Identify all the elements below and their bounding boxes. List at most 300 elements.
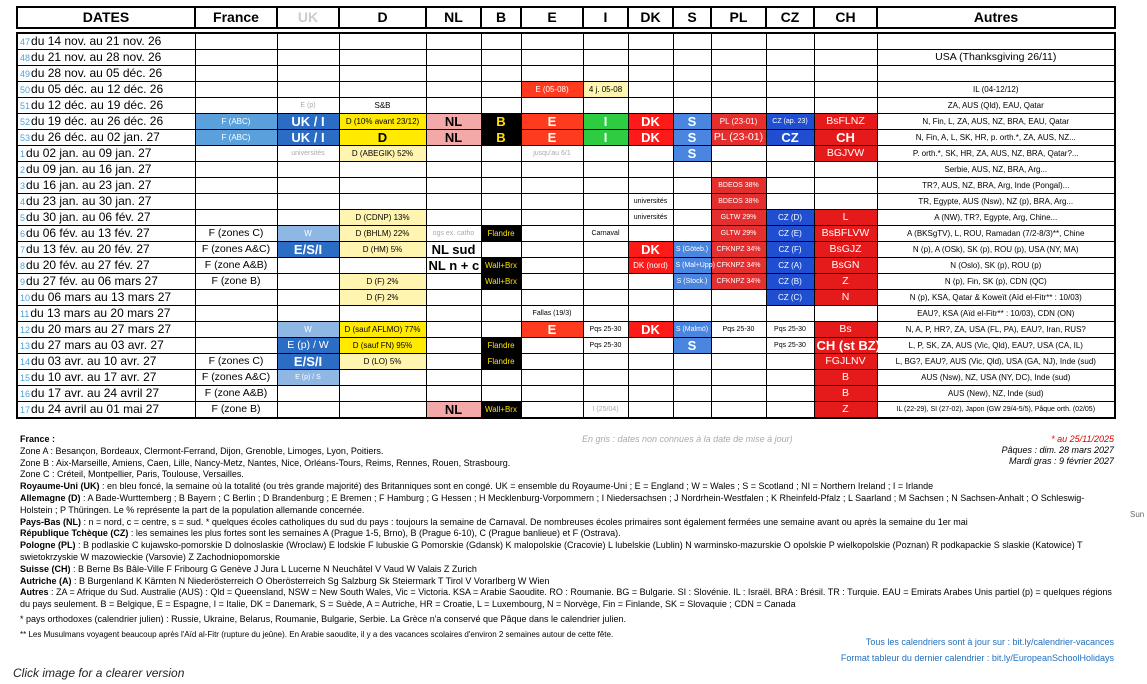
mardi-gras-date: Mardi gras : 9 février 2027 bbox=[1008, 456, 1114, 466]
cell-s bbox=[673, 98, 711, 114]
cell-france: F (ABC) bbox=[195, 130, 277, 146]
cell-pl: PL (23-01) bbox=[711, 114, 766, 130]
edge-text: Sun bbox=[1130, 510, 1145, 519]
cell-cz: CZ (C) bbox=[766, 290, 814, 306]
cell-pl bbox=[711, 370, 766, 386]
header-b: B bbox=[481, 7, 521, 28]
cell-dk bbox=[628, 162, 673, 178]
header-dk: DK bbox=[628, 7, 673, 28]
legend-zone-a: Zone A : Besançon, Bordeaux, Clermont-Ferrand, Dijon, Grenoble, Limoges, Lyon, Poitiers. bbox=[20, 445, 384, 456]
cell-uk bbox=[277, 258, 339, 274]
date-cell bbox=[17, 386, 195, 402]
cell-france: F (zones A&C) bbox=[195, 242, 277, 258]
cell-d bbox=[339, 194, 426, 210]
table-row bbox=[17, 306, 1115, 322]
cell-e: Fallas (19/3) bbox=[521, 306, 583, 322]
cell-france: F (ABC) bbox=[195, 114, 277, 130]
cell-e bbox=[521, 338, 583, 354]
date-range: du 27 fév. au 06 mars 27 bbox=[26, 273, 158, 288]
date-cell bbox=[17, 98, 195, 114]
cell-nl bbox=[426, 178, 481, 194]
cell-dk: universités bbox=[628, 210, 673, 226]
cell-nl bbox=[426, 210, 481, 226]
cell-d: D (HM) 5% bbox=[339, 242, 426, 258]
date-cell bbox=[17, 322, 195, 338]
header-dates: DATES bbox=[17, 7, 195, 28]
cell-dk: DK bbox=[628, 242, 673, 258]
cell-dk: universités bbox=[628, 194, 673, 210]
cell-uk bbox=[277, 386, 339, 402]
cell-ch bbox=[814, 50, 877, 66]
date-range: du 03 avr. au 10 avr. 27 bbox=[31, 353, 157, 368]
cell-d: D (CDNP) 13% bbox=[339, 210, 426, 226]
date-cell bbox=[17, 354, 195, 370]
date-range: du 06 fév. au 13 fév. 27 bbox=[26, 225, 150, 240]
cell-nl: ogs ex. catho bbox=[426, 226, 481, 242]
date-range: du 20 fév. au 27 fév. 27 bbox=[26, 257, 150, 272]
table-row bbox=[17, 386, 1115, 402]
cell-pl: Pqs 25-30 bbox=[711, 322, 766, 338]
cell-ch: B bbox=[814, 370, 877, 386]
week-number: 8 bbox=[20, 260, 26, 271]
cell-b bbox=[481, 162, 521, 178]
date-cell bbox=[17, 82, 195, 98]
cell-pl bbox=[711, 386, 766, 402]
cell-uk: universités bbox=[277, 146, 339, 162]
header-france: France bbox=[195, 7, 277, 28]
cell-ch: Bs bbox=[814, 322, 877, 338]
spreadsheet-link[interactable]: Format tableur du dernier calendrier : bit.ly/EuropeanSchoolHolidays bbox=[840, 653, 1114, 663]
cell-cz bbox=[766, 370, 814, 386]
cell-i bbox=[583, 194, 628, 210]
cell-autres: N (p), A (OSk), SK (p), ROU (p), USA (NY, MA) bbox=[877, 242, 1115, 258]
cell-nl bbox=[426, 338, 481, 354]
cell-i bbox=[583, 370, 628, 386]
cell-e bbox=[521, 354, 583, 370]
cell-i: Pqs 25-30 bbox=[583, 322, 628, 338]
cell-uk: UK / I bbox=[277, 114, 339, 130]
cell-d bbox=[339, 82, 426, 98]
week-number: 47 bbox=[20, 36, 31, 47]
cell-i bbox=[583, 354, 628, 370]
cell-i bbox=[583, 258, 628, 274]
cell-autres: N (p), KSA, Qatar & Koweït (Aïd el-Fitr** : 10/03) bbox=[877, 290, 1115, 306]
cell-france bbox=[195, 178, 277, 194]
legend-uk: Royaume-Uni (UK) : en bleu foncé, la semaine où la totalité (ou très grande majorité) des Britanniques sont en congé. UK = ensemble du Royaume-Uni ; E = England ; W = Wales ; S = Scotland ; NI = Northern Ireland ; I = Irlande bbox=[20, 481, 934, 492]
cell-ch: FGJLNV bbox=[814, 354, 877, 370]
cell-cz: CZ (A) bbox=[766, 258, 814, 274]
date-cell bbox=[17, 146, 195, 162]
cell-ch: Z bbox=[814, 274, 877, 290]
header-uk: UK bbox=[277, 7, 339, 28]
cell-s bbox=[673, 354, 711, 370]
cell-pl: PL (23-01) bbox=[711, 130, 766, 146]
date-cell bbox=[17, 66, 195, 82]
cell-nl bbox=[426, 66, 481, 82]
week-number: 10 bbox=[20, 292, 31, 303]
calendar-body bbox=[16, 32, 1116, 419]
date-range: du 13 fév. au 20 fév. 27 bbox=[26, 241, 150, 256]
cell-pl: BDEOS 38% bbox=[711, 194, 766, 210]
cell-nl bbox=[426, 98, 481, 114]
cell-s bbox=[673, 226, 711, 242]
cell-france bbox=[195, 290, 277, 306]
cell-d: D (F) 2% bbox=[339, 274, 426, 290]
cell-s: S bbox=[673, 146, 711, 162]
date-range: du 16 jan. au 23 jan. 27 bbox=[26, 177, 152, 192]
cell-france bbox=[195, 322, 277, 338]
date-range: du 26 déc. au 02 jan. 27 bbox=[31, 129, 160, 144]
cell-dk bbox=[628, 50, 673, 66]
cell-cz: CZ (E) bbox=[766, 226, 814, 242]
cell-cz: CZ (F) bbox=[766, 242, 814, 258]
cell-ch: BsGN bbox=[814, 258, 877, 274]
cell-s: S (Stock.) bbox=[673, 274, 711, 290]
date-range: du 30 jan. au 06 fév. 27 bbox=[26, 209, 151, 224]
legend-pl: Pologne (PL) : B podlaskie C kujawsko-pomorskie D dolnoslaskie (Wroclaw) E lodskie F lubuskie G Pomorskie (Gdansk) K malopolskie (Cracovie) L lubelskie (Lublin) N warminsko-mazurskie O opolskie P wielkopolskie (Poznan) R podkapackie S slaskie (Katowice) T swietokrzyskie W mazowieckie (Varsovie) Z Zachodniopomorskie bbox=[20, 540, 1083, 562]
table-row bbox=[17, 370, 1115, 386]
cell-ch bbox=[814, 33, 877, 50]
legend-muslim: ** Les Musulmans voyagent beaucoup après l'Aïd al-Fitr (rupture du jeûne). En Arabie saoudite, il y a des vacances scolaires d'environ 2 semaines autour de cette fête. bbox=[20, 629, 614, 639]
cell-nl bbox=[426, 370, 481, 386]
cell-autres: L, BG?, EAU?, AUS (Vic, Qld), USA (GA, NJ), Inde (sud) bbox=[877, 354, 1115, 370]
cell-dk bbox=[628, 146, 673, 162]
cell-pl bbox=[711, 82, 766, 98]
cell-pl bbox=[711, 354, 766, 370]
cell-b bbox=[481, 322, 521, 338]
cell-dk bbox=[628, 338, 673, 354]
cell-b: Flandre bbox=[481, 226, 521, 242]
cell-ch: BsBFLVW bbox=[814, 226, 877, 242]
cell-cz: CZ (D) bbox=[766, 210, 814, 226]
legend-zone-b: Zone B : Aix-Marseille, Amiens, Caen, Lille, Nancy-Metz, Nantes, Nice, Orléans-Tours, Reims, Rennes, Rouen, Strasbourg. bbox=[20, 457, 511, 468]
cell-cz bbox=[766, 162, 814, 178]
cell-nl bbox=[426, 274, 481, 290]
cell-pl: CFKNPZ 34% bbox=[711, 274, 766, 290]
cell-s: S (Mal+Upp) bbox=[673, 258, 711, 274]
date-range: du 28 nov. au 05 déc. 26 bbox=[31, 65, 163, 80]
cell-ch: B bbox=[814, 386, 877, 402]
table-row bbox=[17, 33, 1115, 50]
week-number: 6 bbox=[20, 228, 26, 239]
week-number: 1 bbox=[20, 148, 26, 159]
table-row bbox=[17, 178, 1115, 194]
cell-i: I (25/04) bbox=[583, 402, 628, 419]
header-ch: CH bbox=[814, 7, 877, 28]
cell-uk bbox=[277, 66, 339, 82]
cell-s: S bbox=[673, 338, 711, 354]
cell-b: Wall+Brx bbox=[481, 274, 521, 290]
week-number: 9 bbox=[20, 276, 26, 287]
cell-pl: GLTW 29% bbox=[711, 226, 766, 242]
cell-autres: A (NW), TR?, Egypte, Arg, Chine... bbox=[877, 210, 1115, 226]
cell-e: E bbox=[521, 322, 583, 338]
header-nl: NL bbox=[426, 7, 481, 28]
cell-d bbox=[339, 306, 426, 322]
cell-d: D (BHLM) 22% bbox=[339, 226, 426, 242]
week-number: 51 bbox=[20, 100, 31, 111]
cell-i bbox=[583, 146, 628, 162]
cell-e bbox=[521, 386, 583, 402]
legend-france-title: France : bbox=[20, 434, 56, 444]
cell-nl bbox=[426, 386, 481, 402]
cell-e bbox=[521, 98, 583, 114]
cell-pl: GLTW 29% bbox=[711, 210, 766, 226]
cell-cz bbox=[766, 82, 814, 98]
table-row bbox=[17, 98, 1115, 114]
cell-b: Flandre bbox=[481, 354, 521, 370]
date-range: du 13 mars au 20 mars 27 bbox=[30, 305, 171, 320]
cell-cz: CZ (B) bbox=[766, 274, 814, 290]
cell-autres: EAU?, KSA (Aïd el-Fitr** : 10/03), CDN (ON) bbox=[877, 306, 1115, 322]
table-row bbox=[17, 274, 1115, 290]
date-cell bbox=[17, 274, 195, 290]
cell-nl: NL bbox=[426, 114, 481, 130]
date-range: du 14 nov. au 21 nov. 26 bbox=[31, 33, 162, 48]
table-row bbox=[17, 66, 1115, 82]
cell-autres: AUS (New), NZ, Inde (sud) bbox=[877, 386, 1115, 402]
cell-cz bbox=[766, 33, 814, 50]
cell-pl bbox=[711, 66, 766, 82]
cell-uk bbox=[277, 33, 339, 50]
cell-uk bbox=[277, 210, 339, 226]
cell-autres: N (p), Fin, SK (p), CDN (QC) bbox=[877, 274, 1115, 290]
table-row bbox=[17, 354, 1115, 370]
cell-cz bbox=[766, 402, 814, 419]
cell-autres: P. orth.*, SK, HR, ZA, AUS, NZ, BRA, Qatar?... bbox=[877, 146, 1115, 162]
cell-cz bbox=[766, 306, 814, 322]
cell-dk bbox=[628, 386, 673, 402]
cell-e bbox=[521, 66, 583, 82]
table-row bbox=[17, 258, 1115, 274]
cell-s bbox=[673, 290, 711, 306]
cell-dk bbox=[628, 290, 673, 306]
cell-france bbox=[195, 82, 277, 98]
cell-uk bbox=[277, 162, 339, 178]
grey-note: En gris : dates non connues à la date de mise à jour) bbox=[582, 434, 793, 444]
cell-cz: Pqs 25-30 bbox=[766, 322, 814, 338]
cell-i bbox=[583, 66, 628, 82]
cell-pl bbox=[711, 50, 766, 66]
cell-nl bbox=[426, 194, 481, 210]
cell-e bbox=[521, 402, 583, 419]
cell-d bbox=[339, 33, 426, 50]
cell-e bbox=[521, 50, 583, 66]
date-range: du 23 jan. au 30 jan. 27 bbox=[26, 193, 152, 208]
cell-d bbox=[339, 162, 426, 178]
cell-b: Wall+Brx bbox=[481, 402, 521, 419]
cell-d: D (LO) 5% bbox=[339, 354, 426, 370]
cell-ch: BsFLNZ bbox=[814, 114, 877, 130]
cell-s: S bbox=[673, 130, 711, 146]
cell-i bbox=[583, 306, 628, 322]
cell-autres: TR?, AUS, NZ, BRA, Arg, Inde (Pongal)... bbox=[877, 178, 1115, 194]
cell-dk bbox=[628, 402, 673, 419]
cell-b bbox=[481, 210, 521, 226]
cell-ch bbox=[814, 66, 877, 82]
cell-cz bbox=[766, 146, 814, 162]
date-cell bbox=[17, 370, 195, 386]
cell-b bbox=[481, 194, 521, 210]
cell-s bbox=[673, 82, 711, 98]
cell-b bbox=[481, 146, 521, 162]
cell-dk: DK bbox=[628, 114, 673, 130]
cell-pl bbox=[711, 338, 766, 354]
cell-s bbox=[673, 162, 711, 178]
cell-uk bbox=[277, 274, 339, 290]
cell-b bbox=[481, 386, 521, 402]
easter-date: Pâques : dim. 28 mars 2027 bbox=[1001, 445, 1114, 455]
header-e: E bbox=[521, 7, 583, 28]
cell-nl: NL n + c bbox=[426, 258, 481, 274]
cell-uk bbox=[277, 194, 339, 210]
cell-e bbox=[521, 242, 583, 258]
week-number: 17 bbox=[20, 404, 31, 415]
week-number: 50 bbox=[20, 84, 31, 95]
cell-e: E bbox=[521, 114, 583, 130]
cell-autres: IL (22-29), SI (27-02), Japon (GW 29/4-5/5), Pâque orth. (02/05) bbox=[877, 402, 1115, 419]
cell-ch bbox=[814, 194, 877, 210]
week-number: 53 bbox=[20, 132, 31, 143]
cell-b: Wall+Brx bbox=[481, 258, 521, 274]
cell-pl bbox=[711, 33, 766, 50]
cell-i bbox=[583, 98, 628, 114]
cell-france: F (zones A&C) bbox=[195, 370, 277, 386]
legend bbox=[20, 434, 1114, 663]
cell-s: S (Malmö) bbox=[673, 322, 711, 338]
cell-b: Flandre bbox=[481, 338, 521, 354]
week-number: 7 bbox=[20, 244, 26, 255]
legend-cz: République Tchèque (CZ) : les semaines les plus fortes sont les semaines A (Prague 1-5, Brno), B (Prague 6-10), C (Prague banlieue) et F (Ostrava). bbox=[20, 528, 621, 539]
cell-uk bbox=[277, 290, 339, 306]
cell-ch: BGJVW bbox=[814, 146, 877, 162]
legend-de: Allemagne (D) : A Bade-Wurttemberg ; B Bayern ; C Berlin ; D Brandenburg ; E Bremen ; F Hamburg ; G Hessen ; H Mecklenburg-Vorpommern ; I Niedersachsen ; J Nordrhein-Westfalen ; K Rheinfeld-Pfalz ; L Saarland ; M Sachsen ; N Sachsen-Anhalt ; O Schleswig-Holstein ; P Thüringen. Le % représente la part de la population allemande concernée. bbox=[20, 492, 1085, 515]
cell-d bbox=[339, 66, 426, 82]
cell-d bbox=[339, 386, 426, 402]
holiday-calendar[interactable] bbox=[16, 6, 1114, 419]
date-range: du 27 mars au 03 avr. 27 bbox=[31, 337, 164, 352]
cell-france bbox=[195, 194, 277, 210]
cell-b bbox=[481, 98, 521, 114]
date-cell bbox=[17, 210, 195, 226]
cell-cz: CZ bbox=[766, 130, 814, 146]
cell-uk: UK / I bbox=[277, 130, 339, 146]
cell-uk bbox=[277, 178, 339, 194]
date-range: du 19 déc. au 26 déc. 26 bbox=[31, 113, 164, 128]
date-cell bbox=[17, 306, 195, 322]
cell-france bbox=[195, 306, 277, 322]
cell-b bbox=[481, 242, 521, 258]
cell-nl bbox=[426, 82, 481, 98]
cell-autres: N, A, P, HR?, ZA, USA (FL, PA), EAU?, Iran, RUS? bbox=[877, 322, 1115, 338]
table-row bbox=[17, 226, 1115, 242]
cell-ch: L bbox=[814, 210, 877, 226]
table-row bbox=[17, 130, 1115, 146]
cell-autres: N (Oslo), SK (p), ROU (p) bbox=[877, 258, 1115, 274]
cell-d: D (sauf FN) 95% bbox=[339, 338, 426, 354]
cell-i bbox=[583, 242, 628, 258]
cell-nl: NL bbox=[426, 130, 481, 146]
cell-i: I bbox=[583, 130, 628, 146]
cell-france: F (zones C) bbox=[195, 354, 277, 370]
cell-cz: CZ (ap. 23) bbox=[766, 114, 814, 130]
cell-b bbox=[481, 306, 521, 322]
cell-ch: BsGJZ bbox=[814, 242, 877, 258]
cell-d bbox=[339, 50, 426, 66]
week-number: 52 bbox=[20, 116, 31, 127]
table-row bbox=[17, 162, 1115, 178]
week-number: 3 bbox=[20, 180, 26, 191]
cell-nl: NL sud bbox=[426, 242, 481, 258]
cell-s: S (Göteb.) bbox=[673, 242, 711, 258]
date-range: du 02 jan. au 09 jan. 27 bbox=[26, 145, 152, 160]
legend-other: Autres : ZA = Afrique du Sud. Australie (AUS) : Qld = Queensland, NSW = New South Wales, Vic = Victoria. KSA = Arabie Saoudite. RO : Roumanie. BG = Bulgarie. SI : Slovénie. IL : Israël. BRA : Brésil. TR : Turquie. EAU = Emirats Arabes Unis partiel (p) = quelques régions du pays seulement. B = Belgique, E = Espagne, I = Italie, DK = Danemark, S = Suède, A = Autriche, HR = Croatie, L = Luxembourg, N = Norvège, Fin = Finlande, SK = Slovaquie ; CDN = Canada bbox=[20, 587, 1112, 610]
week-number: 11 bbox=[20, 308, 30, 319]
cell-s bbox=[673, 178, 711, 194]
cell-autres bbox=[877, 66, 1115, 82]
table-row bbox=[17, 82, 1115, 98]
cell-d bbox=[339, 258, 426, 274]
date-cell bbox=[17, 258, 195, 274]
table-row bbox=[17, 242, 1115, 258]
cell-b bbox=[481, 50, 521, 66]
cell-cz bbox=[766, 386, 814, 402]
cell-dk: DK bbox=[628, 130, 673, 146]
cell-e: jusqu'au 6/1 bbox=[521, 146, 583, 162]
cell-b bbox=[481, 178, 521, 194]
header-cz: CZ bbox=[766, 7, 814, 28]
date-range: du 17 avr. au 24 avril 27 bbox=[31, 385, 160, 400]
cell-uk: E (p) / S bbox=[277, 370, 339, 386]
cell-autres: AUS (Nsw), NZ, USA (NY, DC), Inde (sud) bbox=[877, 370, 1115, 386]
cell-nl bbox=[426, 162, 481, 178]
cell-nl bbox=[426, 322, 481, 338]
cell-d: D (10% avant 23/12) bbox=[339, 114, 426, 130]
cell-d bbox=[339, 178, 426, 194]
cell-ch: CH (st BZ) bbox=[814, 338, 877, 354]
cell-pl bbox=[711, 402, 766, 419]
cell-cz bbox=[766, 194, 814, 210]
cell-autres: N, Fin, L, ZA, AUS, NZ, BRA, EAU, Qatar bbox=[877, 114, 1115, 130]
cell-dk bbox=[628, 274, 673, 290]
cell-cz bbox=[766, 354, 814, 370]
cell-s bbox=[673, 386, 711, 402]
week-number: 16 bbox=[20, 388, 31, 399]
week-number: 2 bbox=[20, 164, 26, 175]
date-range: du 10 avr. au 17 avr. 27 bbox=[31, 369, 157, 384]
date-cell bbox=[17, 114, 195, 130]
cell-uk: E/S/I bbox=[277, 242, 339, 258]
cell-b: B bbox=[481, 114, 521, 130]
cell-nl bbox=[426, 290, 481, 306]
legend-zone-c: Zone C : Créteil, Montpellier, Paris, Toulouse, Versailles. bbox=[20, 469, 244, 480]
cell-d: D (F) 2% bbox=[339, 290, 426, 306]
cell-s bbox=[673, 66, 711, 82]
cell-d bbox=[339, 402, 426, 419]
cell-s: S bbox=[673, 114, 711, 130]
cell-pl bbox=[711, 146, 766, 162]
legend-ch: Suisse (CH) : B Berne Bs Bâle-Ville F Fribourg G Genève J Jura L Lucerne N Neuchâtel V Vaud W Valais Z Zurich bbox=[20, 563, 477, 574]
calendar-link[interactable]: Tous les calendriers sont à jour sur : bit.ly/calendrier-vacances bbox=[865, 637, 1114, 647]
week-number: 48 bbox=[20, 52, 31, 63]
table-row bbox=[17, 210, 1115, 226]
cell-cz bbox=[766, 66, 814, 82]
cell-d: D (ABEGIK) 52% bbox=[339, 146, 426, 162]
cell-i bbox=[583, 33, 628, 50]
date-cell bbox=[17, 226, 195, 242]
cell-france bbox=[195, 338, 277, 354]
cell-s bbox=[673, 50, 711, 66]
